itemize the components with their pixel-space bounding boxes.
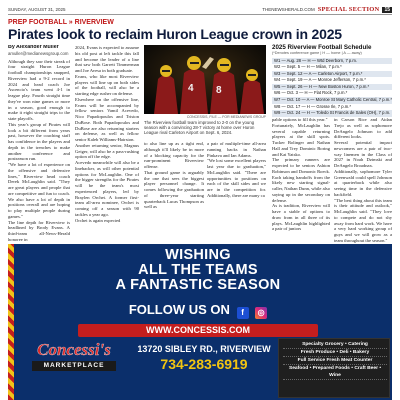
schedule-box [272, 45, 392, 117]
paragraph: 2024, Evans is expected to assume his old post at left tackle this fall and become the leader of a line that saw both Garrett Timmerman and Joe Avesa in both graduate. [75, 45, 139, 73]
schedule-row: W6 — Oct. 3 — H — Flat Rock, 7 p.m.* [274, 90, 348, 96]
article-column-1 [8, 45, 70, 243]
players-illustration [144, 45, 266, 114]
article-column-6 [334, 117, 392, 243]
schedule-row: W5 — Sept. 26 — H — New Boston Huron, 7 p.m.* [272, 84, 392, 91]
article-kicker: PREP FOOTBALL » RIVERVIEW [8, 19, 114, 26]
byline: By Alexander Muller [8, 45, 59, 50]
paragraph: The primary runners are expected to be seniors Ashton Robinson and Domonic Roeck. Each taking handoffs from the likely new starting signal-caller, Nathan Dunn, while also saying up in the secondary on defense. [272, 157, 330, 203]
store-address: 13720 SIBLEY RD., RIVERVIEW [137, 344, 271, 354]
paragraph: Although they saw their streak of four straight Huron League football championships snapped, Riverview had a 9-2 record in 2024 and head coach Joe Ascencio's team went 4-1 in league play. Fourth straight time they've won nine games or more in a season, good enough to make it eight straight trips to the state playoffs. [8, 58, 70, 121]
store-phone: 734-283-6919 [160, 356, 248, 372]
service-item: Specialty Grocery • Catering [283, 341, 387, 349]
ad-headline-line: ALL THE TEAMS [138, 262, 258, 278]
author-email: amuller@medianewsgroup.com [8, 50, 69, 56]
paragraph: Several potential impact newcomers are a pair of two-way linemen in the Class of 2027 in Noah Dzimski and DeAngelo Broadnax. [334, 140, 392, 168]
masthead-bar [8, 5, 392, 15]
schedule-row: W3 — Sept. 12 — A — Carleton Airport, 7 p.m.* [272, 71, 392, 78]
service-item: Full Service Fresh Meat Counter [283, 357, 387, 365]
schedule-row: W1 — Aug. 28 — H — Wtd Deerborn, 7 p.m. [272, 58, 392, 65]
service-item: Seafood • Prepared Foods • Craft Beer • Wine [283, 365, 387, 380]
logo-wordmark: Concessi's [37, 340, 111, 359]
article-headline: Pirates look to reclaim Huron League crown in 2025 [8, 26, 342, 42]
facebook-icon[interactable]: f [237, 307, 249, 319]
schedule-row: W9 — Oct. 24 — H — Toledo St Francis de Sales (OH), 7 p.m. [274, 110, 391, 116]
paragraph: "The best thing about this team is their attitude and outlook," McLaughlin said. "They love to compete and do not shy away from hard work. We have a very hard working group of guys and we will grow as a team throughout the season." [334, 197, 392, 243]
schedule-row: W8 — Oct. 17 — H — Grosse Ile, 7 p.m.* [274, 103, 352, 109]
paragraph: Another returning senior, Magnus Geiger, will also be a pass-rushing option off the edge. [75, 142, 139, 160]
schedule-subtitle: (*Denotes conference game | H — home | A — away) [272, 50, 362, 55]
paragraph: As is tradition, Riverview will have a stable of options to draw from in all three of its plays. McLaughlin highlighted a pair of juniors [272, 203, 330, 232]
schedule-row: W2 — Sept. 5 — H — Milan, 7 p.m.* [274, 64, 342, 70]
article-column-2 [75, 45, 139, 243]
svg-text:8: 8 [216, 85, 222, 96]
service-item: Fresh Produce • Deli • Bakery [283, 349, 387, 357]
paragraph: Evans, who like most Riverview players will line up on both sides of the football, will also be a starting edge rusher on defense. [75, 73, 139, 96]
schedule-row: W7 — Oct. 10 — A — Monroe St Mary Catholic Central, 7 p.m.* [274, 97, 392, 103]
paragraph: to also line up as a tight end, although it'll likely be in more of a blocking capacity for the run-prominent Riverview offense. [144, 141, 204, 169]
section-label: SPECIAL SECTION [317, 6, 380, 13]
services-panel [278, 338, 390, 398]
paragraph: "We lost some excellent players last year due to graduation," McLaughlin said. "There are opportunities to positions on each of the skill sides and we are in the competition for. Additionally, there are many ca [207, 158, 266, 198]
instagram-icon[interactable]: ◎ [255, 307, 267, 319]
ad-headline-line: WISHING [165, 247, 231, 263]
paragraph: pable options to fill this year." [272, 117, 328, 122]
article-column-4 [207, 141, 266, 243]
article-body [8, 45, 392, 243]
logo-subtitle: MARKETPLACE [32, 361, 116, 371]
paragraph: Fortunately, McLaughlin has several capable returning players at the skill spots. Tucker Bolinger and Nathan Hall and Trey Dominic Boring and Kai Yatsko. [272, 122, 330, 157]
issue-date: SUNDAY, AUGUST 31, 2025 [8, 7, 66, 12]
ad-follow-us [68, 300, 328, 319]
photo-caption: The Riverview football team improved to 2-0 on the young season with a convincing 28-7 victory at home over Huron League rival Carleton Airport on Sept. 6, 2024. [144, 120, 255, 136]
article-column-5 [272, 117, 330, 243]
paragraph: a pair of multiple-time all-area running backs in Nathan Pinkava and Ian Adams. [207, 141, 266, 158]
paragraph: This year's group of Pirates will look a bit different from years past, however the coaching staff has confidence in the players and depth in the trenches to make another conference and postseason run. [8, 121, 70, 162]
masthead-right [262, 6, 392, 13]
svg-text:4: 4 [188, 83, 194, 94]
follow-text: FOLLOW US ON [128, 302, 230, 317]
article-column-3 [144, 141, 204, 243]
paragraph: The line depth for Riverview is headlined by Brody Evans. A third-team all-News-Herald honoree in [8, 219, 70, 242]
ad-decorative-stripe [8, 244, 14, 400]
paragraph: Additionally, sophomore Tyler Greenwald could spell Johnson at quarterback while also seeing time in the defensive backfield. [334, 168, 392, 197]
ad-headline [28, 248, 368, 293]
paragraph: Elsewhere on the offensive line, Evans will be accompanied by fellow seniors Vamil Acevedo, Nico Papadopoulos and Triston DuBose. Both Papadopoulos and DuBose are also returning starters on defense, as well as fellow senior Kaleb Williams-Hairston. [75, 96, 139, 142]
schedule-title: 2025 Riverview Football Schedule [272, 44, 372, 51]
services-list [283, 341, 387, 380]
ad-headline-line: A FANTASTIC SEASON [115, 277, 281, 293]
football-photo [144, 45, 266, 114]
paragraph: That ground game is arguably the one that sees the biggest player personnel change. It comes following the graduation of three-year starting quarterback Lucas Thompson as well as [144, 169, 204, 210]
site-name: THENEWSHERALD.COM [262, 7, 315, 12]
page-number: 15 [384, 6, 390, 13]
paragraph: in Carson Rice and Aidan Trejo as well as sophomore DeAngelo Johnson to add different looks. [334, 117, 392, 140]
schedule-row: W4 — Sept. 19 — A — Monroe Jefferson, 7 p.m.* [274, 77, 366, 83]
concessis-advertisement [8, 244, 392, 400]
concessis-logo [18, 326, 130, 386]
paragraph: "We have a lot of experience on the offensive and defensive lines," Riverview head coach Derek McLaughlin said. "They are great players and people that are competitive and fun to coach. We also have a lot of depth in positions overall and are hoping to play multiple people during games." [8, 162, 70, 219]
ad-website-link[interactable]: WWW.CONCESSIS.COM [78, 324, 318, 337]
schedule-list [272, 58, 392, 117]
paragraph: Orchet is again expected [75, 217, 121, 223]
paragraph: Acevedo meanwhile will also be a linebacker, as will other potential options for McLaughlin. One of the bigger strengths for the Pirates will be the team's most experienced players, led by Braylen Orchet. A former first-team all-area nominee, Orchet is coming off a season with 90 tackles a year ago. [75, 160, 139, 217]
photo-credit: CONCESSIS, FILE — FOR MEDIANEWS GROUP [186, 115, 266, 119]
